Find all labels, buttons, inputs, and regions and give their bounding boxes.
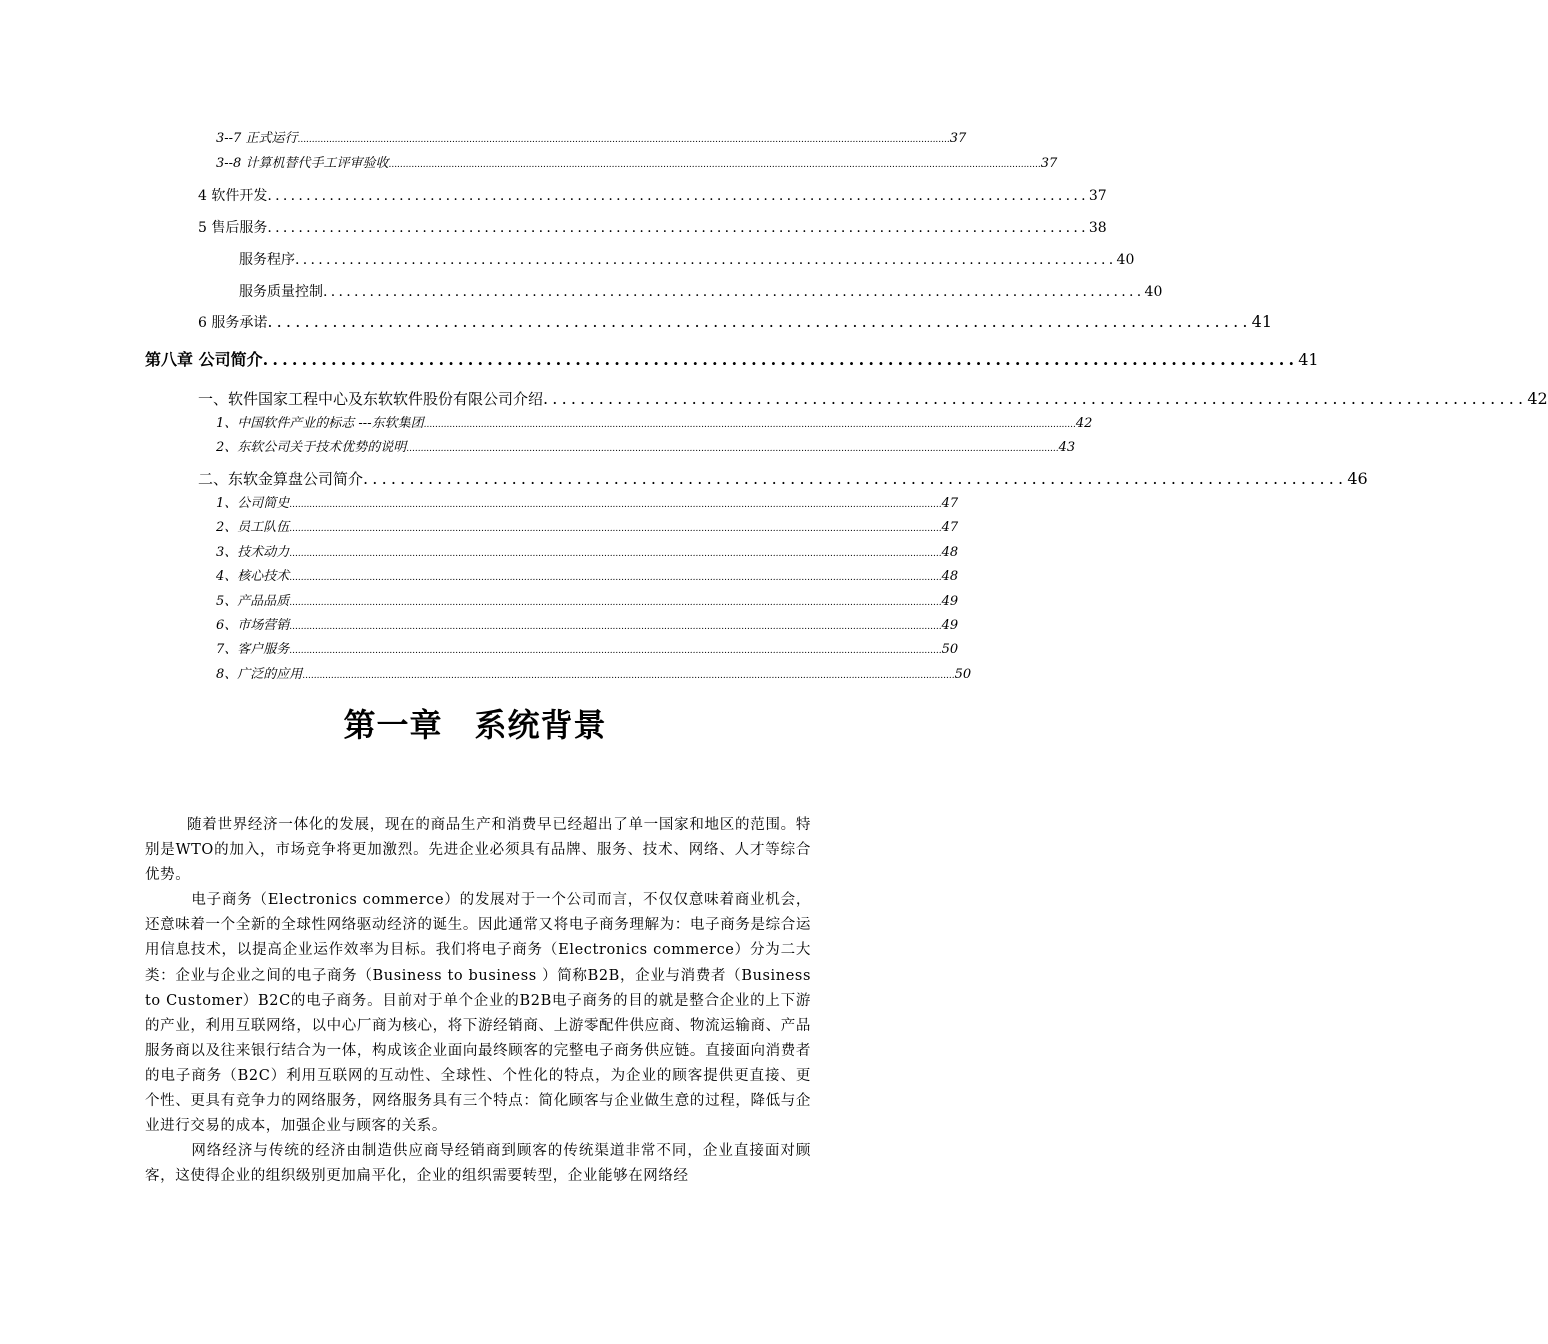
toc-entry[interactable] bbox=[239, 249, 1135, 269]
toc-entry[interactable] bbox=[198, 185, 1107, 205]
dot-leader: .......................................................................................................... bbox=[267, 312, 1252, 331]
dot-leader: .................................................................................................................................................................................................................................... bbox=[289, 598, 942, 608]
dot-leader: .................................................................................................................................................................................................................................... bbox=[297, 135, 950, 145]
dot-leader: .......................................................................................................... bbox=[267, 220, 1089, 236]
toc-entry-page: 48 bbox=[941, 545, 959, 560]
dot-leader: .................................................................................................................................................................................................................................... bbox=[289, 524, 942, 534]
dot-leader: .......................................................................................................... bbox=[295, 252, 1117, 268]
chapter-name: 系统背景 bbox=[474, 706, 607, 744]
toc-entry[interactable] bbox=[216, 127, 967, 146]
toc-entry-label: 二、东软金算盘公司简介 bbox=[198, 470, 364, 488]
toc-entry-label: 3--7 正式运行 bbox=[216, 131, 298, 146]
toc-entry-page: 50 bbox=[954, 667, 972, 682]
toc-entry-page: 47 bbox=[941, 496, 959, 511]
toc-entry-label: 3--8 计算机替代手工评审验收 bbox=[216, 156, 389, 171]
toc-entry-label: 1、公司简史 bbox=[216, 496, 290, 511]
toc-entry-page: 49 bbox=[941, 618, 959, 633]
paragraph: 电子商务（Electronics commerce）的发展对于一个公司而言，不仅仅意味着商业机会，还意味着一个全新的全球性网络驱动经济的诞生。因此通常又将电子商务理解为：电子商务是综合运用信息技术，以提高企业运作效率为目标。我们将电子商务（Electronics commerce）分为二大类：企业与企业之间的电子商务（Business to business ）简称B2B，企业与消费者（Business to Customer）B2C的电子商务。目前对于单个企业的B2B电子商务的目的就是整合企业的上下游的产业，利用互联网络，以中心厂商为核心，将下游经销商、上游零配件供应商、物流运输商、产品服务商以及往来银行结合为一体，构成该企业面向最终顾客的完整电子商务供应链。直接面向消费者的电子商务（B2C）利用互联网的互动性、全球性、个性化的特点，为企业的顾客提供更直接、更个性、更具有竞争力的网络服务，网络服务具有三个特点：简化顾客与企业做生意的过程，降低与企业进行交易的成本，加强企业与顾客的关系。 bbox=[145, 892, 811, 1135]
toc-entry-label: 4 软件开发 bbox=[198, 188, 268, 204]
dot-leader: .................................................................................................................................................................................................................................... bbox=[423, 420, 1076, 430]
toc-entry-label: 2、员工队伍 bbox=[216, 520, 290, 535]
dot-leader: .......................................................................................................... bbox=[267, 188, 1089, 204]
toc-entry-label: 一、软件国家工程中心及东软软件股份有限公司介绍 bbox=[198, 390, 544, 408]
toc-entry-page: 37 bbox=[1040, 156, 1058, 171]
chapter-number: 第一章 bbox=[343, 706, 443, 744]
toc-entry[interactable] bbox=[216, 565, 959, 584]
toc-entry-label: 8、广泛的应用 bbox=[216, 667, 303, 682]
toc-entry[interactable] bbox=[216, 492, 959, 511]
toc-entry-page: 41 bbox=[1298, 350, 1319, 369]
toc-entry-label: 4、核心技术 bbox=[216, 569, 290, 584]
toc-entry[interactable] bbox=[198, 468, 1368, 489]
toc-entry-page: 40 bbox=[1116, 252, 1135, 268]
toc-entry-label: 2、东软公司关于技术优势的说明 bbox=[216, 440, 407, 455]
body-text bbox=[145, 813, 811, 1189]
dot-leader: .................................................................................................................................................................................................................................... bbox=[289, 622, 942, 632]
toc-entry-page: 43 bbox=[1058, 440, 1076, 455]
toc-entry[interactable] bbox=[216, 412, 1093, 431]
toc-entry-page: 42 bbox=[1527, 389, 1548, 408]
toc-entry[interactable] bbox=[216, 614, 959, 633]
toc-entry-page: 46 bbox=[1347, 469, 1368, 488]
dot-leader: .................................................................................................................................................................................................................................... bbox=[302, 671, 955, 681]
toc-entry-page: 37 bbox=[1088, 188, 1107, 204]
dot-leader: .................................................................................................................................................................................................................................... bbox=[289, 549, 942, 559]
paragraph: 网络经济与传统的经济由制造供应商导经销商到顾客的传统渠道非常不同，企业直接面对顾客，这使得企业的组织级别更加扁平化，企业的组织需要转型，企业能够在网络经 bbox=[145, 1143, 811, 1185]
toc-entry-label: 1、中国软件产业的标志 ---东软集团 bbox=[216, 416, 424, 431]
toc-entry-label: 5 售后服务 bbox=[198, 220, 268, 236]
dot-leader: .......................................................................................................... bbox=[363, 469, 1348, 488]
toc-entry[interactable] bbox=[216, 541, 959, 560]
toc-entry[interactable] bbox=[216, 663, 972, 682]
dot-leader: .......................................................................................................... bbox=[323, 284, 1145, 300]
dot-leader: .................................................................................................................................................................................................................................... bbox=[289, 646, 942, 656]
toc-entry-page: 47 bbox=[941, 520, 959, 535]
toc-entry[interactable] bbox=[198, 312, 1273, 332]
dot-leader: .................................................................................................................................................................................................................................... bbox=[289, 500, 942, 510]
toc-entry-label: 第八章 公司简介 bbox=[145, 350, 263, 369]
toc-entry[interactable] bbox=[216, 638, 959, 657]
toc-entry[interactable] bbox=[216, 152, 1058, 171]
toc-entry-page: 49 bbox=[941, 594, 959, 609]
dot-leader: .................................................................................................................................................................................................................................... bbox=[289, 573, 942, 583]
toc-entry[interactable] bbox=[216, 590, 959, 609]
chapter-title bbox=[0, 700, 950, 746]
toc-entry-label: 6 服务承诺 bbox=[198, 315, 268, 331]
dot-leader: .................................................................................................................................................................................................................................... bbox=[406, 444, 1059, 454]
paragraph: 随着世界经济一体化的发展，现在的商品生产和消费早已经超出了单一国家和地区的范围。特别是WTO的加入，市场竞争将更加激烈。先进企业必须具有品牌、服务、技术、网络、人才等综合优势。 bbox=[145, 817, 811, 884]
toc-entry-label: 服务程序 bbox=[239, 252, 295, 268]
toc-entry[interactable] bbox=[216, 436, 1076, 455]
toc-entry-label: 服务质量控制 bbox=[239, 284, 323, 300]
toc-entry-label: 6、市场营销 bbox=[216, 618, 290, 633]
dot-leader: .......................................................................................................... bbox=[543, 389, 1528, 408]
toc-chapter-entry[interactable] bbox=[145, 347, 1319, 370]
toc-entry-page: 41 bbox=[1251, 312, 1273, 331]
toc-entry-page: 38 bbox=[1088, 220, 1107, 236]
toc-entry[interactable] bbox=[239, 281, 1163, 301]
toc-entry[interactable] bbox=[198, 217, 1107, 237]
dot-leader: .......................................................................................................... bbox=[262, 350, 1299, 369]
toc-entry-page: 37 bbox=[949, 131, 967, 146]
toc-entry-label: 5、产品品质 bbox=[216, 594, 290, 609]
toc-entry-page: 42 bbox=[1075, 416, 1093, 431]
dot-leader: .................................................................................................................................................................................................................................... bbox=[388, 160, 1041, 170]
toc-entry[interactable] bbox=[216, 516, 959, 535]
toc-entry-page: 40 bbox=[1144, 284, 1163, 300]
toc-entry-label: 3、技术动力 bbox=[216, 545, 290, 560]
toc-entry[interactable] bbox=[198, 388, 1548, 409]
toc-entry-page: 48 bbox=[941, 569, 959, 584]
toc-entry-page: 50 bbox=[941, 642, 959, 657]
toc-entry-label: 7、客户服务 bbox=[216, 642, 290, 657]
